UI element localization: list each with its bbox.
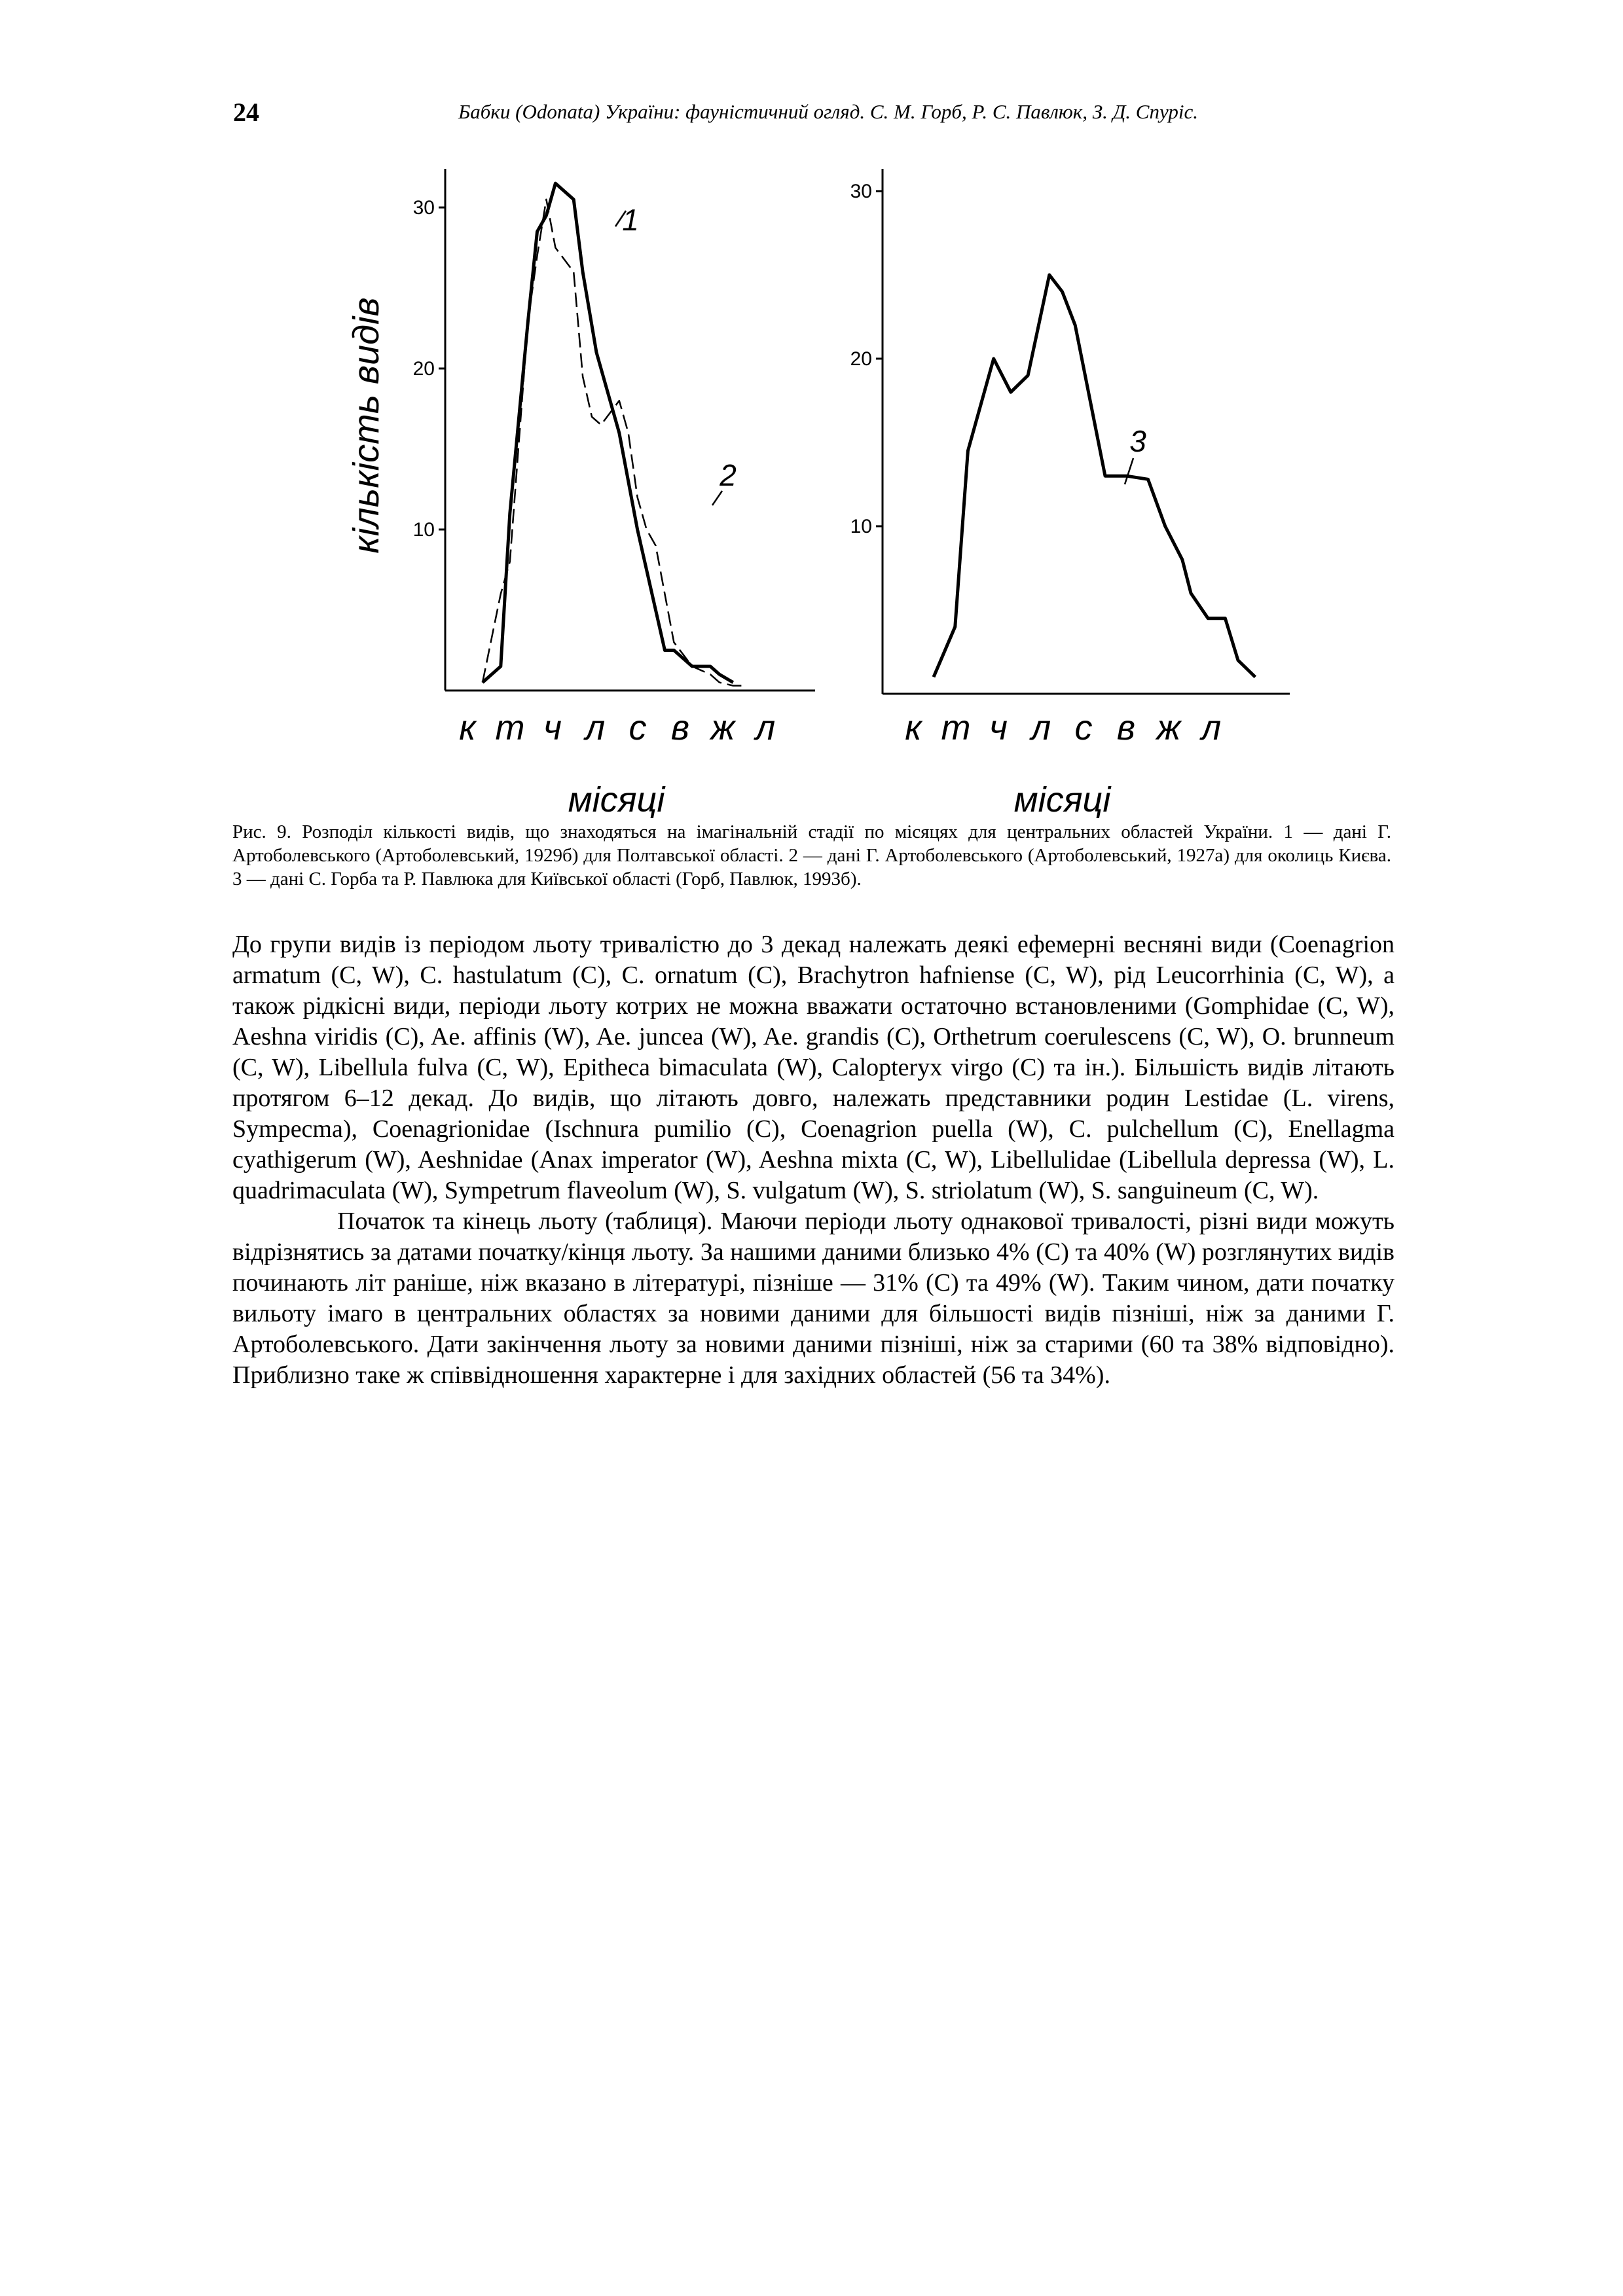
x-axis-label: місяці xyxy=(1013,780,1111,818)
figure-9 xyxy=(0,0,1623,818)
y-tick-label: 10 xyxy=(412,519,435,541)
curve-label-3: 3 xyxy=(1129,424,1146,458)
curve-label-leaders xyxy=(615,211,1133,505)
chart-left xyxy=(413,169,815,818)
y-tick-label: 20 xyxy=(412,358,435,380)
x-tick-label: с xyxy=(629,708,647,747)
figure-caption: Рис. 9. Розподіл кількості видів, що знаходяться на імагінальній стадії по місяцях для центральних областей України. 1 — дані Г. Артоболевського (Артоболевський, 1929б) для Полтавської області. 2 — дані Г. Артоболевського (Артоболевський, 1927а) для околиць Києва. 3 — дані С. Горба та Р. Павлюка для Київської області (Горб, Павлюк, 1993б). xyxy=(232,821,1391,889)
x-tick-label: в xyxy=(1116,708,1136,747)
x-tick-label: в xyxy=(670,708,690,747)
page-number: 24 xyxy=(233,98,259,127)
chart-right xyxy=(850,169,1290,818)
x-tick-label: к xyxy=(459,708,476,747)
x-tick-label: т xyxy=(495,708,525,747)
y-tick-label: 20 xyxy=(850,348,872,370)
series-line-2 xyxy=(483,200,747,686)
x-tick-label: к xyxy=(905,708,922,747)
x-tick-label: с xyxy=(1074,708,1093,747)
x-tick-label: т xyxy=(941,708,971,747)
y-tick-label: 10 xyxy=(850,516,872,537)
y-axis-label: кількість видів xyxy=(345,297,386,554)
x-tick-label: л xyxy=(1201,708,1222,747)
x-tick-label: л xyxy=(755,708,776,747)
y-tick-label: 30 xyxy=(850,181,872,202)
x-tick-label: ч xyxy=(989,708,1008,747)
x-tick-label: ж xyxy=(710,708,735,747)
curve-label-1: 1 xyxy=(622,203,639,237)
paragraph-1: До групи видів із періодом льоту тривалістю до 3 декад належать деякі ефемерні весняні види (Coenagrion armatum (C, W), C. hastulatum (C), C. ornatum (C), Brachytron hafniense (C, W), рід Leucorrhinia (C, W), а також рідкісні види, періоди льоту котрих не можна вважати остаточно встановленими (Gomphidae (C, W), Aeshna viridis (C), Ae. affinis (W), Ae. juncea (W), Ae. grandis (C), Orthetrum coerulescens (C, W), O. brunneum (C, W), Libellula fulva (C, W), Epitheca bimaculata (W), Calopteryx virgo (C) та ін.). Більшість видів літають протягом 6–12 декад. До видів, що літають довго, належать представники родин Lestidae (L. virens, Sympecma), Coenagrionidae (Ischnura pumilio (C), Coenagrion puella (W), C. pulchellum (C), Enellagma cyathigerum (W), Aeshnidae (Anax imperator (W), Aeshna mixta (C, W), Libellulidae (Libellula depressa (W), L. quadrimaculata (W), Sympetrum flaveolum (W), S. vulgatum (W), S. striolatum (W), S. sanguineum (C, W). xyxy=(232,931,1395,1204)
running-header: Бабки (Odonata) України: фауністичний огляд. С. М. Горб, Р. С. Павлюк, З. Д. Спуріс. xyxy=(458,100,1198,123)
x-axis-label: місяці xyxy=(568,780,665,818)
paragraph-2: Початок та кінець льоту (таблиця). Маючи періоди льоту однакової тривалості, різні види можуть відрізнятись за датами початку/кінця льоту. За нашими даними близько 4% (C) та 40% (W) розглянутих видів починають літ раніше, ніж вказано в літературі, пізніше — 31% (C) та 49% (W). Таким чином, дати початку вильоту імаго в центральних областях за новими даними для більшості видів пізніші, ніж за даними Г. Артоболевського. Дати закінчення льоту за новими даними пізніші, ніж за старими (60 та 38% відповідно). Приблизно таке ж співвідношення характерне і для західних областей (56 та 34%). xyxy=(232,1208,1395,1389)
series-line-3 xyxy=(934,275,1255,677)
x-tick-label: л xyxy=(585,708,606,747)
x-tick-label: ж xyxy=(1156,708,1181,747)
x-tick-label: л xyxy=(1030,708,1051,747)
curve-label-2: 2 xyxy=(720,458,737,492)
y-tick-label: 30 xyxy=(412,197,435,219)
body-text xyxy=(232,929,1395,1391)
x-tick-label: ч xyxy=(543,708,562,747)
